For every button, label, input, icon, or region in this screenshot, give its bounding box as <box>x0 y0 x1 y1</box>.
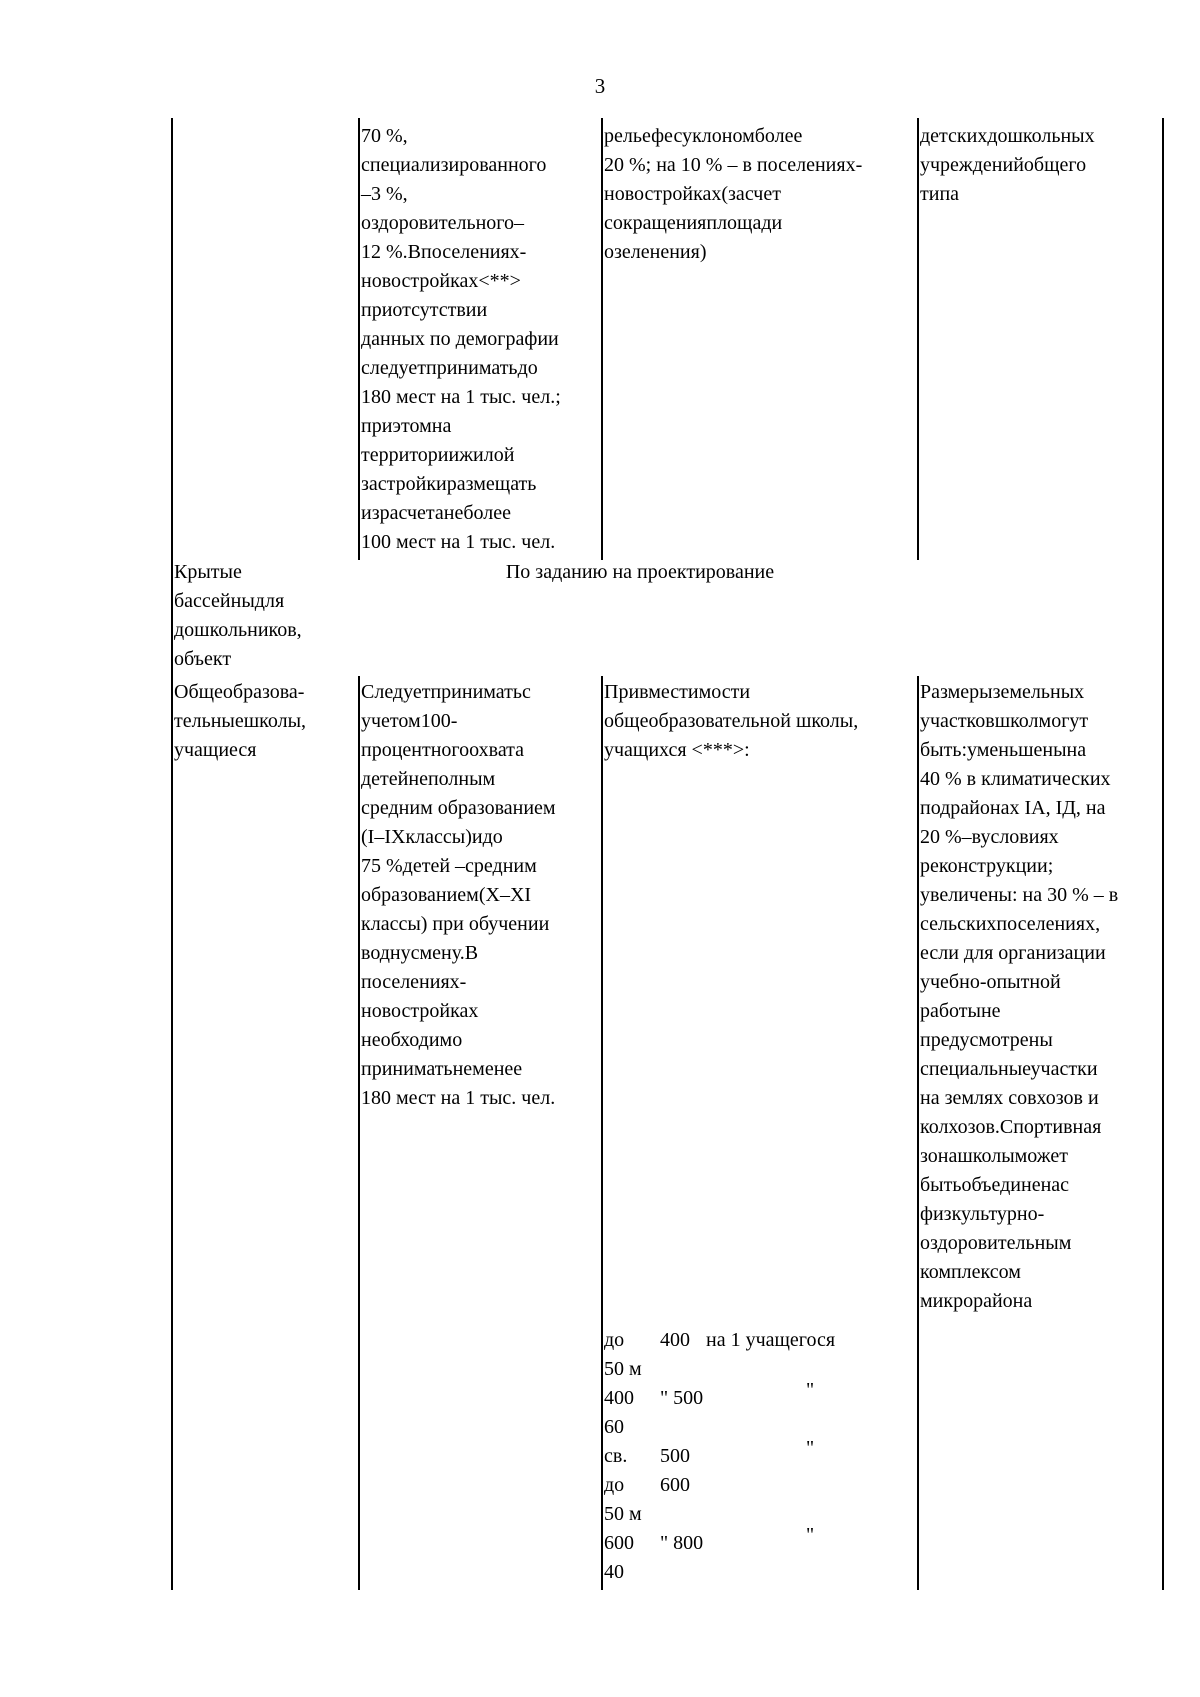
capacity-range-end: 600 <box>660 1474 690 1496</box>
word: может <box>1014 1145 1068 1167</box>
word: неполным <box>408 768 496 790</box>
word: 3 %, <box>371 183 408 205</box>
text-line <box>361 296 601 325</box>
text-line <box>361 209 601 238</box>
capacity-range-start: до <box>604 1474 625 1496</box>
word: могут <box>1038 710 1089 732</box>
text-line: поселениях- <box>361 971 467 993</box>
word: для <box>254 590 285 612</box>
text-line: учащиеся <box>174 739 257 761</box>
text-line: типа <box>920 183 960 205</box>
word: не <box>980 1000 1001 1022</box>
text-line: подрайонах IA, IД, на <box>920 797 1106 819</box>
word: менее <box>472 1058 523 1080</box>
word: работы <box>920 1000 981 1022</box>
word: принимать <box>361 1058 453 1080</box>
capacity-range-start: до <box>604 1329 625 1351</box>
capacity-range-start: 400 <box>604 1387 634 1409</box>
text-line <box>361 765 601 794</box>
capacity-area-label: " <box>806 1524 815 1546</box>
column-divider-2-top <box>601 118 603 560</box>
text-line: комплексом <box>920 1261 1021 1283</box>
word: В <box>407 241 422 263</box>
word: земельных <box>992 681 1085 703</box>
text-line <box>604 180 917 209</box>
column-divider-2-bottom <box>601 676 603 1590</box>
word: в <box>971 826 981 848</box>
word: расчета <box>379 502 444 524</box>
word: При <box>604 681 640 703</box>
text-line: увеличены: на 30 % – в <box>920 884 1119 906</box>
column-divider-1-bottom <box>358 676 360 1590</box>
word: уклоном <box>682 125 755 147</box>
word: процентного <box>361 739 470 761</box>
word: поселениях- <box>421 241 527 263</box>
word: – <box>961 826 972 848</box>
capacity-area-value: 50 м <box>604 1358 642 1380</box>
text-line: общеобразовательной школы, <box>604 710 859 732</box>
text-line: 180 мест на 1 тыс. чел. <box>361 1087 556 1109</box>
capacity-area-value: 50 м <box>604 1503 642 1525</box>
word: принимать <box>426 357 518 379</box>
word: участков <box>920 710 995 732</box>
page-number: 3 <box>594 74 606 98</box>
text-line <box>361 939 601 968</box>
column-divider-1-top <box>358 118 360 560</box>
text-line <box>361 470 601 499</box>
word: вместимости <box>639 681 751 703</box>
text-line: новостройках <box>361 1000 479 1022</box>
word: с <box>673 125 683 147</box>
text-line: классы) при обучении <box>361 913 550 935</box>
text-line: оздоровительным <box>920 1232 1072 1254</box>
word: оздоровительного <box>361 212 514 234</box>
word: специальные <box>920 1058 1031 1080</box>
word: при <box>361 415 393 437</box>
word: Размеры <box>920 681 993 703</box>
word: застройки <box>361 473 447 495</box>
text-line <box>174 707 358 736</box>
text-line: 70 %, <box>361 125 408 147</box>
text-line: 40 % в климатических <box>920 768 1111 790</box>
word: образованием <box>361 884 479 906</box>
text-line: специализированного <box>361 154 547 176</box>
word: зона <box>920 1145 958 1167</box>
word: до <box>517 357 538 379</box>
capacity-range-end: " 500 <box>660 1387 704 1409</box>
capacity-range-start: св. <box>604 1445 628 1467</box>
word: этом <box>392 415 432 437</box>
word: детей <box>361 768 409 790</box>
word: охвата <box>469 739 525 761</box>
word: колхозов. <box>920 1116 1000 1138</box>
word: более <box>463 502 512 524</box>
text-line <box>361 1055 601 1084</box>
text-line <box>920 997 1162 1026</box>
text-line <box>361 499 601 528</box>
word: площади <box>706 212 783 234</box>
word: учреждений <box>920 154 1024 176</box>
capacity-area-label: " <box>806 1437 815 1459</box>
word: (I–IX <box>361 826 406 848</box>
word: Спортивная <box>999 1116 1102 1138</box>
word: объединена <box>961 1174 1061 1196</box>
text-line: микрорайона <box>920 1290 1033 1312</box>
text-line: средним образованием <box>361 797 556 819</box>
capacity-range-end: 500 <box>660 1445 690 1467</box>
text-line <box>920 678 1162 707</box>
word: 100- <box>420 710 458 732</box>
word: (за <box>721 183 745 205</box>
text-line: объект <box>174 648 232 670</box>
text-line <box>361 852 601 881</box>
text-line <box>361 238 601 267</box>
text-line <box>361 267 601 296</box>
word: участки <box>1030 1058 1098 1080</box>
word: <**> <box>478 270 521 292</box>
word: – <box>514 212 524 234</box>
word: уменьшены <box>967 739 1067 761</box>
word: на <box>431 415 452 437</box>
text-line: учебно-опытной <box>920 971 1061 993</box>
capacity-area-label: на 1 учащегося <box>706 1329 836 1351</box>
word: с <box>1060 1174 1070 1196</box>
word: из <box>361 502 380 524</box>
text-line <box>361 412 601 441</box>
text-line: необходимо <box>361 1029 463 1051</box>
capacity-area-value: 60 <box>604 1416 624 1438</box>
word: при <box>361 299 393 321</box>
word: следует <box>361 357 426 379</box>
word: детей – <box>402 855 466 877</box>
word: школы <box>957 1145 1015 1167</box>
word: в <box>361 942 371 964</box>
text-line: учащихся <***>: <box>604 739 750 761</box>
word: средним <box>465 855 537 877</box>
text-line <box>920 707 1162 736</box>
text-line <box>361 736 601 765</box>
text-line <box>920 1171 1162 1200</box>
word: детских <box>920 125 988 147</box>
word: одну <box>370 942 411 964</box>
capacity-range-start: 600 <box>604 1532 634 1554</box>
word: дошкольных <box>987 125 1095 147</box>
pools-name-cell <box>174 558 358 674</box>
word: 75 % <box>361 855 403 877</box>
text-line <box>604 122 917 151</box>
text-line: реконструкции; <box>920 855 1054 877</box>
word: классы) <box>405 826 472 848</box>
word: условиях <box>980 826 1059 848</box>
word: быть <box>920 1174 962 1196</box>
word: поселениях, <box>996 913 1101 935</box>
column-divider-3-bottom <box>917 676 919 1590</box>
text-line: данных по демографии <box>361 328 559 350</box>
continuation-norm-cell <box>361 122 601 557</box>
text-line <box>920 122 1162 151</box>
text-line: на землях совхозов и <box>920 1087 1099 1109</box>
word: быть: <box>920 739 968 761</box>
text-line <box>920 1055 1162 1084</box>
text-line <box>361 441 601 470</box>
capacity-range-end: 400 <box>660 1329 690 1351</box>
schools-note-cell <box>920 678 1162 1316</box>
word: школ <box>994 710 1039 732</box>
text-line <box>920 1113 1162 1142</box>
text-line <box>361 678 601 707</box>
text-line <box>920 736 1162 765</box>
text-line: озеленения) <box>604 241 707 263</box>
word: не <box>443 502 464 524</box>
word: не <box>452 1058 473 1080</box>
text-line <box>920 823 1162 852</box>
capacity-range-end: " 800 <box>660 1532 704 1554</box>
text-line <box>361 180 601 209</box>
schools-area-cell <box>604 678 917 765</box>
word: до <box>482 826 503 848</box>
word: с <box>522 681 531 703</box>
pools-design-note: По заданию на проектирование <box>505 561 775 583</box>
text-line: физкультурно- <box>920 1203 1045 1225</box>
table-border-left <box>171 118 173 1590</box>
schools-name-cell <box>174 678 358 765</box>
text-line: дошкольников, <box>174 619 302 641</box>
text-line: 100 мест на 1 тыс. чел. <box>361 531 556 553</box>
text-line <box>361 881 601 910</box>
word: тельные <box>174 710 244 732</box>
word: отсутствии <box>392 299 488 321</box>
word: сокращения <box>604 212 707 234</box>
text-line <box>920 1142 1162 1171</box>
text-line <box>920 910 1162 939</box>
word: территории <box>361 444 460 466</box>
text-line <box>361 707 601 736</box>
text-line: если для организации <box>920 942 1106 964</box>
column-divider-3-top <box>917 118 919 560</box>
text-line: Крытые <box>174 561 242 583</box>
word: принимать <box>430 681 523 703</box>
text-line <box>920 151 1162 180</box>
continuation-area-cell <box>604 122 917 267</box>
word: счет <box>744 183 781 205</box>
word: общего <box>1023 154 1087 176</box>
word: новостройках <box>604 183 722 205</box>
text-line: 20 %; на 10 % – в поселениях- <box>604 154 863 176</box>
continuation-note-cell <box>920 122 1162 209</box>
word: на <box>1066 739 1087 761</box>
word: В <box>464 942 479 964</box>
text-line <box>604 678 917 707</box>
text-line <box>174 587 358 616</box>
word: Следует <box>361 681 431 703</box>
word: учетом <box>361 710 421 732</box>
word: (X–XI <box>478 884 532 906</box>
word: новостройках <box>361 270 479 292</box>
schools-norm-cell <box>361 678 601 1113</box>
text-line <box>361 354 601 383</box>
text-line: Общеобразова- <box>174 681 305 703</box>
word: – <box>361 183 371 205</box>
word: смену. <box>410 942 465 964</box>
word: 20 % <box>920 826 962 848</box>
word: 12 %. <box>361 241 408 263</box>
word: более <box>754 125 803 147</box>
word: и <box>471 826 483 848</box>
table-border-right <box>1162 118 1164 1590</box>
text-line: предусмотрены <box>920 1029 1053 1051</box>
word: сельских <box>920 913 997 935</box>
word: школы, <box>243 710 307 732</box>
text-line <box>604 209 917 238</box>
word: бассейны <box>174 590 255 612</box>
text-line <box>361 823 601 852</box>
capacity-area-value: 40 <box>604 1561 624 1583</box>
capacity-area-label: " <box>806 1379 815 1401</box>
word: жилой <box>459 444 515 466</box>
text-line: 180 мест на 1 тыс. чел.; <box>361 386 561 408</box>
word: размещать <box>446 473 537 495</box>
word: рельефе <box>604 125 674 147</box>
